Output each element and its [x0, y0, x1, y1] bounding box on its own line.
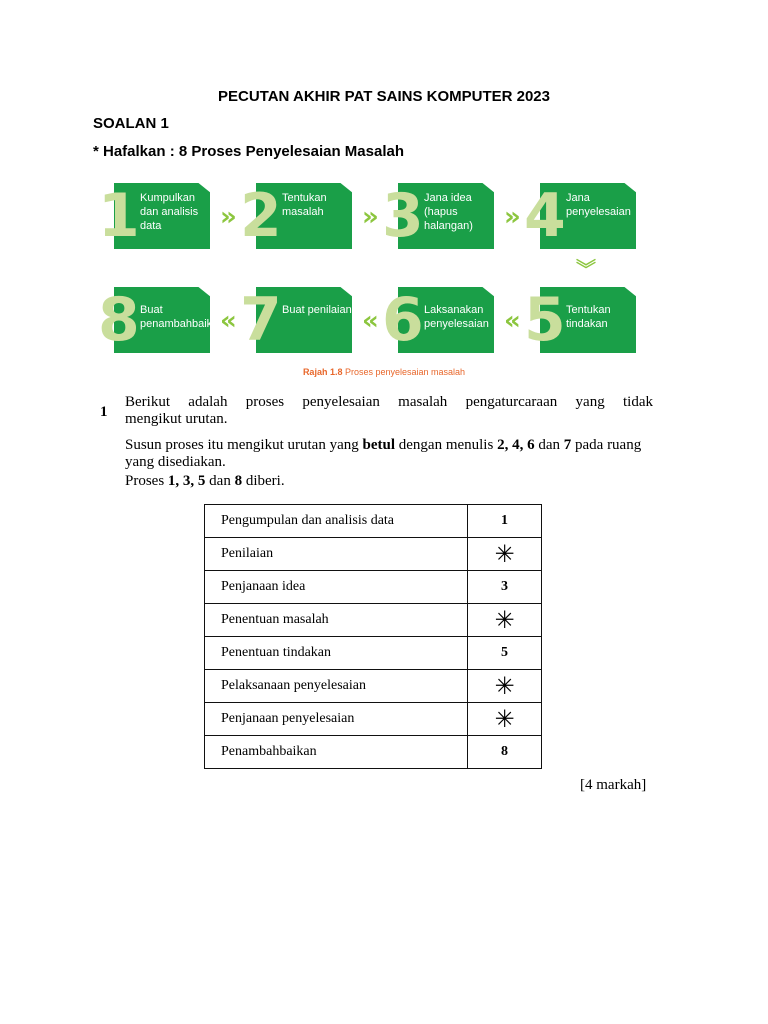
process-label: Penambahbaikan	[205, 736, 468, 769]
table-row	[205, 670, 542, 703]
arrow-right-icon: »	[220, 202, 237, 232]
step-text: Kumpulkan dan analisis data	[140, 192, 199, 232]
process-label: Pelaksanaan penyelesaian	[205, 670, 468, 703]
step-text: Buat penilaian	[282, 304, 352, 316]
text-part: Proses	[125, 473, 168, 489]
arrow-left-icon: «	[362, 306, 379, 336]
answer-cell[interactable]: 8	[468, 736, 542, 769]
arrow-right-icon: »	[362, 202, 379, 232]
text-part: 7	[563, 437, 572, 453]
step-number: 4	[524, 181, 566, 251]
arrow-right-icon: »	[504, 202, 521, 232]
text-part: pada ruang	[571, 437, 642, 453]
caption-label: Rajah 1.8	[302, 367, 343, 377]
process-label: Penjanaan penyelesaian	[205, 703, 468, 736]
process-step-5	[526, 287, 626, 353]
table-row	[205, 571, 542, 604]
process-step-2	[242, 183, 342, 249]
answer-cell[interactable]: ✳	[468, 703, 542, 736]
step-text: Tentukan masalah	[282, 192, 327, 218]
process-step-8	[98, 285, 225, 355]
arrow-left-icon: «	[504, 306, 521, 336]
step-number: 7	[240, 285, 282, 355]
step-text: Jana penyelesaian	[566, 192, 631, 218]
process-step-7	[240, 285, 352, 355]
process-step-4	[524, 181, 631, 251]
text-part: betul	[362, 437, 395, 453]
process-step-6	[382, 285, 489, 355]
answer-cell[interactable]: 1	[468, 505, 542, 538]
table-row	[205, 505, 542, 538]
table-row	[205, 604, 542, 637]
step-text: Buat penambahbaikan	[140, 304, 225, 330]
process-label: Penentuan tindakan	[205, 637, 468, 670]
table-row	[205, 703, 542, 736]
table-row	[205, 736, 542, 769]
answer-cell[interactable]: ✳	[468, 670, 542, 703]
table-row	[205, 538, 542, 571]
text-part: Susun proses itu mengikut urutan yang	[125, 437, 363, 453]
text-part: 8	[234, 473, 243, 489]
question-line-1: Berikut adalah proses penyelesaian masalah pengaturcaraan yang tidak	[125, 394, 653, 410]
step-text: Jana idea (hapus halangan)	[424, 192, 473, 232]
arrow-left-icon: «	[220, 306, 237, 336]
memorize-note: * Hafalkan : 8 Proses Penyelesaian Masalah	[93, 143, 404, 160]
text-part: dan	[205, 473, 235, 489]
answer-table	[204, 504, 542, 769]
process-label: Pengumpulan dan analisis data	[205, 505, 468, 538]
question-line-4: yang disediakan.	[125, 454, 226, 470]
question-line-3	[125, 436, 641, 454]
process-label: Penentuan masalah	[205, 604, 468, 637]
step-number: 3	[382, 181, 424, 251]
step-text: Laksanakan penyelesaian	[424, 304, 489, 330]
step-number: 1	[98, 181, 140, 251]
text-part: dengan menulis	[395, 437, 498, 453]
step-text: Tentukan tindakan	[566, 304, 611, 330]
text-part: dan	[534, 437, 564, 453]
process-step-1	[100, 183, 200, 249]
step-number: 6	[382, 285, 424, 355]
text-part: 2, 4, 6	[497, 437, 535, 453]
process-label: Penilaian	[205, 538, 468, 571]
step-number: 2	[240, 181, 282, 251]
soalan-heading: SOALAN 1	[93, 115, 169, 132]
answer-cell[interactable]: 3	[468, 571, 542, 604]
caption-text: Proses penyelesaian masalah	[344, 367, 466, 377]
text-part: diberi.	[242, 473, 285, 489]
arrow-down-icon: ︾	[576, 257, 596, 281]
question-line-2: mengikut urutan.	[125, 411, 228, 427]
answer-cell[interactable]: ✳	[468, 538, 542, 571]
diagram-caption	[0, 367, 768, 377]
table-row	[205, 637, 542, 670]
page-title: PECUTAN AKHIR PAT SAINS KOMPUTER 2023	[218, 88, 550, 105]
answer-cell[interactable]: ✳	[468, 604, 542, 637]
process-label: Penjanaan idea	[205, 571, 468, 604]
marks-label: [4 markah]	[580, 777, 647, 793]
question-number: 1	[100, 404, 108, 420]
answer-cell[interactable]: 5	[468, 637, 542, 670]
step-number: 5	[524, 285, 566, 355]
step-number: 8	[98, 285, 140, 355]
text-part: 1, 3, 5	[167, 473, 206, 489]
process-step-3	[384, 183, 484, 249]
question-line-5	[125, 472, 285, 490]
